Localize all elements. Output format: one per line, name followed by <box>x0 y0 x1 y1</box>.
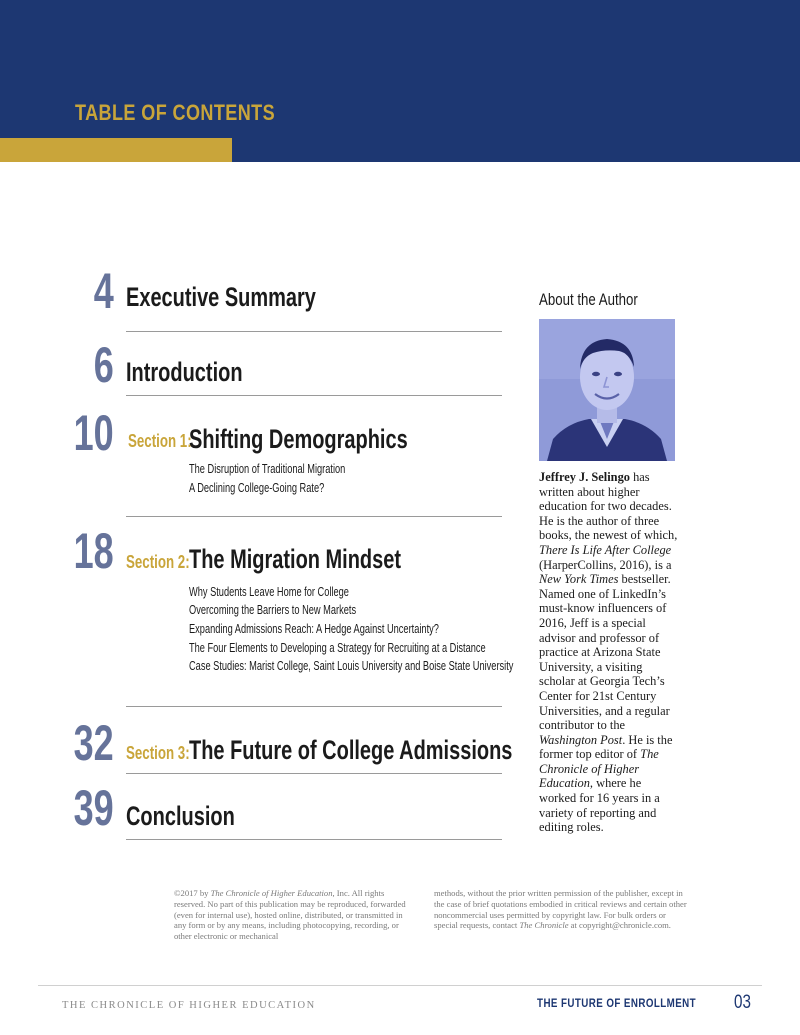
author-name: Jeffrey J. Selingo <box>539 470 630 484</box>
toc-page-number: 4 <box>93 263 114 319</box>
toc-subitem[interactable]: A Declining College-Going Rate? <box>189 481 325 495</box>
footer-publication: THE CHRONICLE OF HIGHER EDUCATION <box>62 1000 316 1011</box>
toc-section-label: Section 3: <box>126 743 190 763</box>
divider <box>126 516 502 517</box>
toc-subitem[interactable]: Case Studies: Marist College, Saint Louis University and Boise State University <box>189 659 514 673</box>
about-author-heading: About the Author <box>539 290 638 309</box>
divider <box>126 331 502 332</box>
toc-subitem[interactable]: Expanding Admissions Reach: A Hedge Against Uncertainty? <box>189 622 439 636</box>
toc-title-introduction[interactable]: Introduction <box>126 357 243 387</box>
toc-title-conclusion[interactable]: Conclusion <box>126 801 235 831</box>
toc-title-shifting-demographics[interactable]: Shifting Demographics <box>189 424 408 454</box>
toc-page-number: 39 <box>73 780 114 836</box>
page-title: TABLE OF CONTENTS <box>75 100 276 125</box>
toc-page-number: 10 <box>73 405 114 461</box>
author-bio: Jeffrey J. Selingo has written about higher education for two decades. He is the author of three books, the newest of which, There Is Life After College (HarperCollins, 2016), is a New York Times bestseller. Named one of LinkedIn’s must-know influencers of 2016, Jeff is a special advisor and professor of practice at Arizona State University, a visiting scholar at Georgia Tech’s Center for 21st Century Universities, and a regular contributor to the Washington Post. He is the former top editor of The Chronicle of Higher Education, where he worked for 16 years in a variety of reporting and editing roles. <box>539 470 678 835</box>
gold-accent-bar <box>0 138 232 162</box>
toc-page-number: 32 <box>73 715 114 771</box>
toc-subitem[interactable]: Overcoming the Barriers to New Markets <box>189 603 357 617</box>
divider <box>126 706 502 707</box>
copyright-notice-col2: methods, without the prior written permission of the publisher, except in the case of brief quotations embodied in critical reviews and certain other noncommercial uses permitted by copyright law. For bulk orders or special requests, contact The Chronicle at copyright@chronicle.com. <box>434 888 687 931</box>
author-photo <box>539 319 675 461</box>
divider <box>126 839 502 840</box>
toc-page-number: 6 <box>93 337 114 393</box>
toc-section-label: Section 2: <box>126 552 190 572</box>
divider <box>126 773 502 774</box>
author-portrait-icon <box>539 319 675 461</box>
divider <box>126 395 502 396</box>
toc-title-future-admissions[interactable]: The Future of College Admissions <box>189 735 513 765</box>
toc-subitem[interactable]: Why Students Leave Home for College <box>189 585 349 599</box>
footer-page-number: 03 <box>734 992 751 1013</box>
toc-title-executive-summary[interactable]: Executive Summary <box>126 282 316 312</box>
copyright-notice-col1: ©2017 by The Chronicle of Higher Education, Inc. All rights reserved. No part of this publication may be reproduced, forwarded (even for internal use), hosted online, distributed, or transmitted in any form or by any means, including photocopying, recording, or other electronic or mechanical <box>174 888 406 942</box>
footer-report-title: THE FUTURE OF ENROLLMENT <box>537 998 696 1010</box>
toc-subitem[interactable]: The Four Elements to Developing a Strategy for Recruiting at a Distance <box>189 641 486 655</box>
footer-divider <box>38 985 762 986</box>
toc-page-number: 18 <box>73 523 114 579</box>
toc-subitem[interactable]: The Disruption of Traditional Migration <box>189 462 346 476</box>
toc-title-migration-mindset[interactable]: The Migration Mindset <box>189 544 402 574</box>
toc-section-label: Section 1: <box>128 431 192 451</box>
